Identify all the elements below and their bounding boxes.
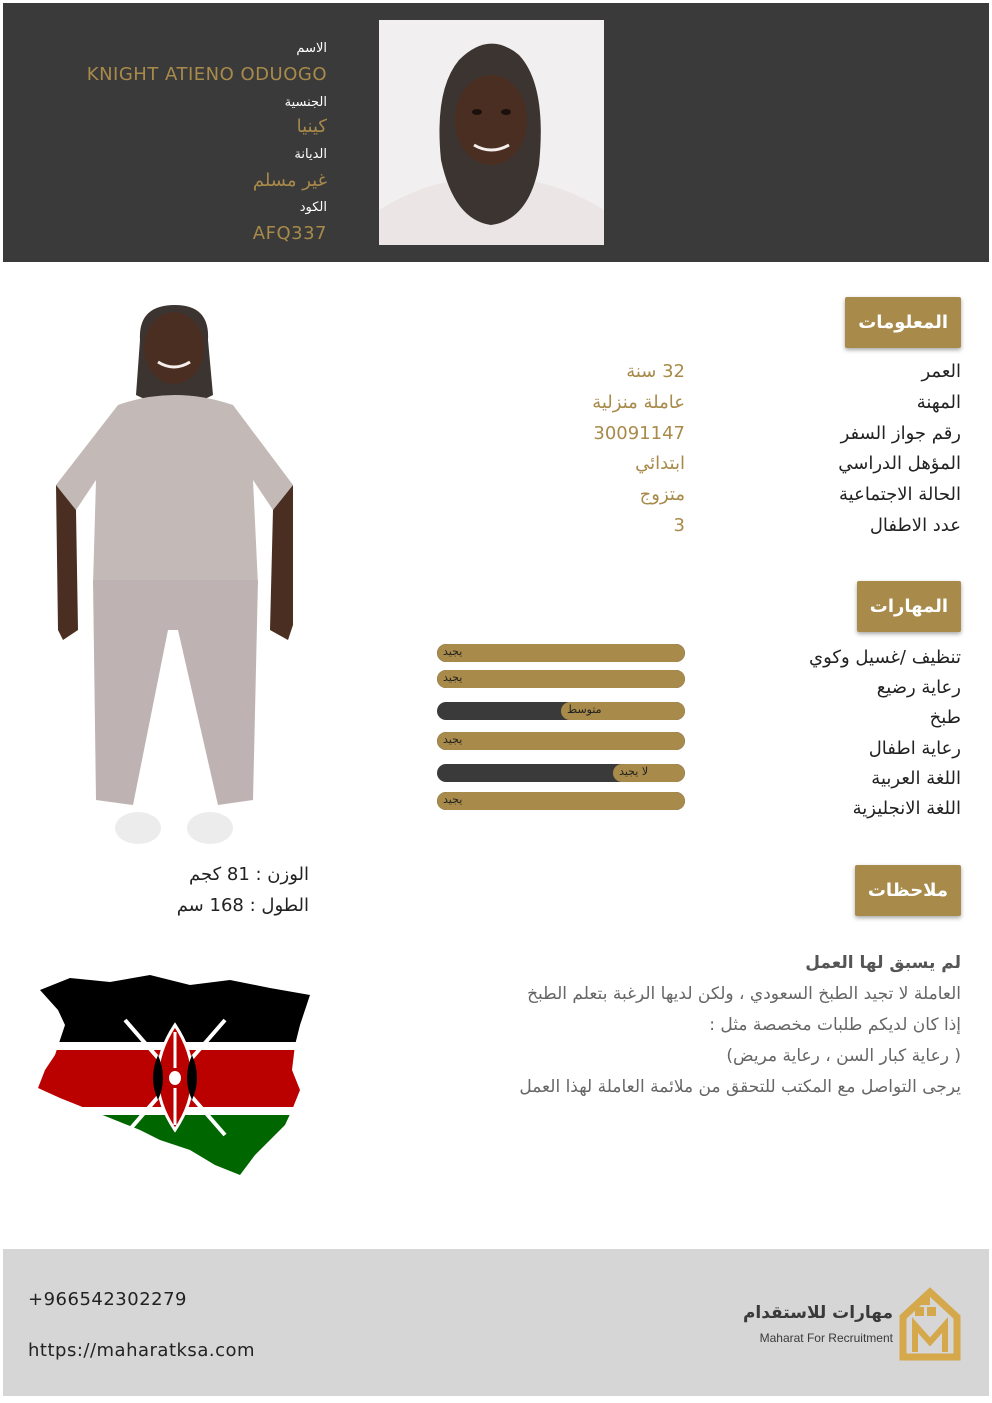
notes-line: إذا كان لديكم طلبات مخصصة مثل : <box>709 1015 961 1035</box>
kenya-flag-map <box>30 970 315 1180</box>
skills-title: المهارات <box>869 596 948 617</box>
notes-title: ملاحظات <box>867 880 948 901</box>
skill-level: متوسط <box>567 703 602 716</box>
skill-label: اللغة الانجليزية <box>852 798 961 819</box>
house-logo-icon <box>895 1287 965 1362</box>
code-label: الكود <box>299 200 327 215</box>
nationality-value: كينيا <box>296 116 327 137</box>
religion-label: الديانة <box>294 147 327 162</box>
height-text: الطول : 168 سم <box>176 895 309 916</box>
full-body-photo <box>48 300 303 855</box>
marital-status-value: متزوج <box>639 484 685 505</box>
skill-bar <box>437 644 685 662</box>
age-label: العمر <box>921 361 961 382</box>
skill-bar <box>437 702 685 720</box>
skill-bar-fill <box>437 732 685 750</box>
skill-bar-fill <box>437 644 685 662</box>
phone-number: +966542302279 <box>28 1289 188 1310</box>
notes-section-header <box>855 865 961 916</box>
skill-label: رعاية اطفال <box>868 738 961 759</box>
skills-section-header <box>857 581 961 632</box>
notes-line: يرجى التواصل مع المكتب للتحقق من ملائمة العاملة لهذا العمل <box>519 1077 961 1097</box>
skill-bar-fill <box>437 792 685 810</box>
skill-label: طبخ <box>929 707 961 728</box>
skill-label: رعاية رضيع <box>876 677 961 698</box>
logo-arabic-text: مهارات للاستقدام <box>742 1303 893 1323</box>
skill-level: يجيد <box>443 793 463 806</box>
skill-bar <box>437 792 685 810</box>
age-value: 32 سنة <box>626 361 685 382</box>
skill-level: لا يجيد <box>619 765 649 778</box>
info-title: المعلومات <box>858 312 948 333</box>
worker-name: KNIGHT ATIENO ODUOGO <box>86 64 327 85</box>
skill-bar <box>437 732 685 750</box>
skill-level: يجيد <box>443 671 463 684</box>
notes-line: العاملة لا تجيد الطبخ السعودي ، ولكن لديها الرغبة بتعلم الطبخ <box>527 984 961 1004</box>
skill-bar <box>437 764 685 782</box>
code-value: AFQ337 <box>252 223 327 244</box>
info-section-header <box>845 297 961 348</box>
passport-value: 30091147 <box>593 423 685 444</box>
company-logo <box>735 1287 965 1362</box>
portrait-photo <box>379 20 604 245</box>
nationality-label: الجنسية <box>284 95 327 110</box>
website-link[interactable]: https://maharatksa.com <box>28 1340 256 1361</box>
weight-text: الوزن : 81 كجم <box>189 864 309 885</box>
religion-value: غير مسلم <box>252 170 327 191</box>
children-label: عدد الاطفال <box>869 515 961 536</box>
skill-level: يجيد <box>443 733 463 746</box>
logo-english-text: Maharat For Recruitment <box>759 1331 893 1345</box>
skill-label: تنظيف /غسيل وكوي <box>809 647 961 668</box>
skill-bar-fill <box>437 670 685 688</box>
profession-label: المهنة <box>916 392 961 413</box>
passport-label: رقم جواز السفر <box>840 423 961 444</box>
skill-bar <box>437 670 685 688</box>
children-value: 3 <box>673 515 685 536</box>
skill-level: يجيد <box>443 645 463 658</box>
education-value: ابتدائي <box>635 453 685 474</box>
notes-line: لم يسبق لها العمل <box>805 953 961 973</box>
notes-body <box>401 948 961 1103</box>
marital-status-label: الحالة الاجتماعية <box>839 484 961 505</box>
notes-line: ( رعاية كبار السن ، رعاية مريض) <box>726 1046 961 1066</box>
name-label: الاسم <box>296 41 327 56</box>
profession-value: عاملة منزلية <box>592 392 685 413</box>
footer <box>3 1249 989 1396</box>
education-label: المؤهل الدراسي <box>838 453 961 474</box>
skill-label: اللغة العربية <box>871 768 961 789</box>
